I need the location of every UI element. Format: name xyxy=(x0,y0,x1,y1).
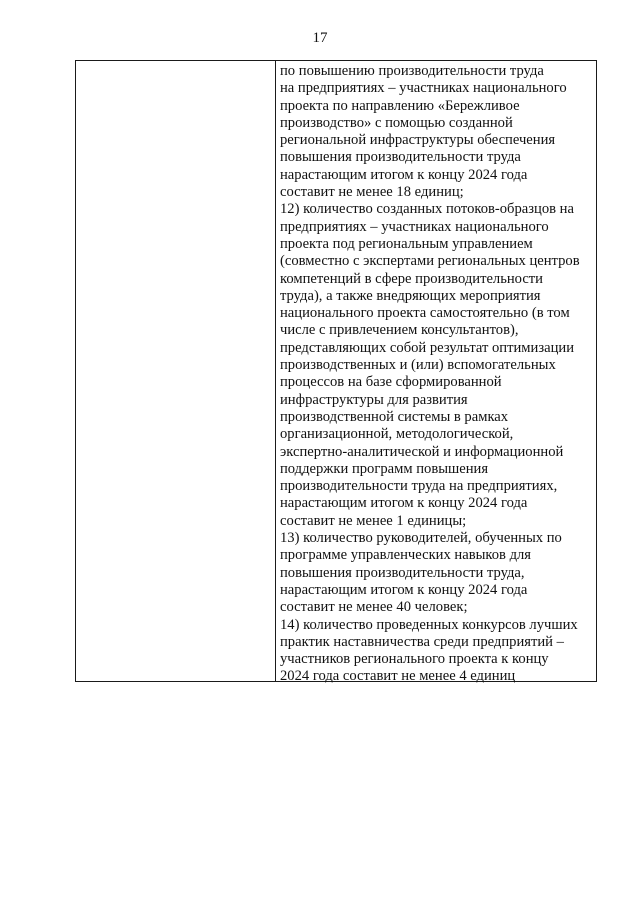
text-line: на предприятиях – участниках национального xyxy=(280,80,567,97)
text-line: труда), а также внедряющих мероприятия xyxy=(280,287,541,304)
text-line: региональной инфраструктуры обеспечения xyxy=(280,132,556,149)
text-line: 14) количество проведенных конкурсов лучших xyxy=(280,616,578,633)
text-line: числе с привлечением консультантов), xyxy=(280,322,519,339)
text-line: составит не менее 18 единиц; xyxy=(280,184,464,201)
text-line: нарастающим итогом к концу 2024 года xyxy=(280,495,528,512)
text-line: компетенций в сфере производительности xyxy=(280,270,543,287)
table-right-cell xyxy=(276,61,596,685)
text-line: проекта по направлению «Бережливое xyxy=(280,97,520,114)
text-line: программе управленческих навыков для xyxy=(280,547,532,564)
text-line: производственной системы в рамках xyxy=(280,408,509,425)
text-line: национального проекта самостоятельно (в том xyxy=(280,305,570,322)
text-line: предприятиях – участниках национального xyxy=(280,218,549,235)
text-line: повышения производительности труда xyxy=(280,149,521,166)
text-line: процессов на базе сформированной xyxy=(280,374,502,391)
text-line: повышения производительности труда, xyxy=(280,564,525,581)
text-line: участников регионального проекта к концу xyxy=(280,651,549,668)
text-line: производственных и (или) вспомогательных xyxy=(280,357,556,374)
text-line: производство» с помощью созданной xyxy=(280,114,513,131)
text-line: практик наставничества среди предприятий – xyxy=(280,633,564,650)
text-line: инфраструктуры для развития xyxy=(280,391,468,408)
text-line: нарастающим итогом к концу 2024 года xyxy=(280,166,528,183)
text-line: 13) количество руководителей, обученных по xyxy=(280,530,562,547)
text-line: составит не менее 1 единицы; xyxy=(280,512,467,529)
text-line: составит не менее 40 человек; xyxy=(280,599,468,616)
table-left-cell xyxy=(76,61,276,681)
text-line: организационной, методологической, xyxy=(280,426,514,443)
text-line: (совместно с экспертами региональных центров xyxy=(280,253,580,270)
text-line: производительности труда на предприятиях, xyxy=(280,478,558,495)
text-line: экспертно-аналитической и информационной xyxy=(280,443,564,460)
text-line: представляющих собой результат оптимизации xyxy=(280,339,575,356)
text-line: проекта под региональным управлением xyxy=(280,235,533,252)
text-line: по повышению производительности труда xyxy=(280,63,544,79)
page-number: 17 xyxy=(312,30,328,46)
text-line: 12) количество созданных потоков-образцов на xyxy=(280,201,574,218)
text-line: нарастающим итогом к концу 2024 года xyxy=(280,581,528,598)
text-line: поддержки программ повышения xyxy=(280,460,489,477)
text-line: 2024 года составит не менее 4 единиц xyxy=(280,668,516,685)
document-table xyxy=(75,60,597,685)
